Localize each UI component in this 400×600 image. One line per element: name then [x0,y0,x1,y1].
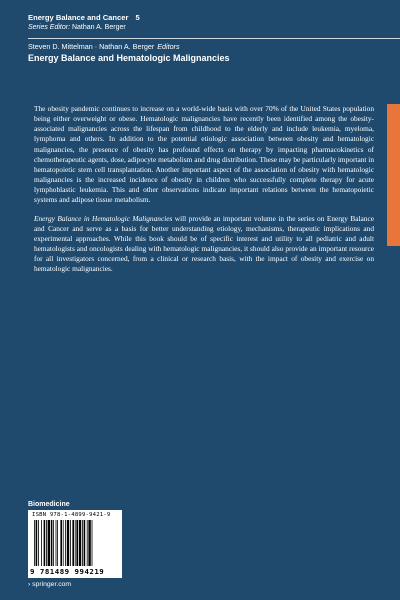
barcode-bar [82,520,83,566]
barcode-bar [65,520,66,566]
barcode-bar [46,520,47,566]
series-editor-line [28,23,368,33]
barcode-bar [38,520,39,566]
series-title: Energy Balance and Cancer [28,13,129,22]
subject-category: Biomedicine [28,501,70,508]
barcode-bar [87,520,88,566]
blurb-paragraph-1: The obesity pandemic continues to increase on a world-wide basis with over 70% of the United States population being either overweight or obese. Hematologic malignancies have recently been identified among the obesity-associated malignancies across the lifespan from childhood to the elderly and include leukemia, myeloma, lymphoma and others. In addition to the potential etiologic association between obesity and hematologic malignancies, the presence of obesity has profound effects on therapy by impacting pharmacokinetics of chemotherapeutic agents, dose, adipocyte metabolism and drug distribution. These may be particularly important in hematopoietic stem cell transplantation. Another important aspect of the association of obesity with hematologic malignancies is the increased incidence of obesity in children who successfully complete therapy for acute lymphoblastic leukemia. This and other observations indicate important relations between the hematopoietic systems and adipose tissue metabolism. [34,104,374,205]
series-volume: 5 [135,13,140,22]
barcode-panel [28,510,122,578]
blurb-paragraph-2-text: will provide an important volume in the series on Energy Balance and Cancer and serve as a basis for better understanding etiology, mechanisms, therapeutic implications and experimental approaches. While this book should be of specific interest and utility to all pediatric and adult hematologists and oncologists dealing with hematologic malignancies, it should also provide an important resource for all investigators concerned, from a clinical or research basis, with the impact of obesity and exercise on hematologic malignancies. [34,213,374,274]
blurb-paragraph-2 [34,214,374,275]
barcode-bar [34,520,35,566]
book-editors: Steven D. Mittelman · Nathan A. Berger [28,42,155,51]
barcode-bar [79,520,81,566]
barcode-number: 9 781489 994219 [30,567,105,576]
barcode-bar [41,520,42,566]
barcode-bar [60,520,62,566]
barcode-bar [44,520,46,566]
blurb [34,104,374,283]
header-divider [28,38,400,39]
barcode-bar [88,520,90,566]
barcode-bar [57,520,58,566]
barcode-bar [36,520,38,566]
barcode-bar [56,520,57,566]
series-editor-label: Series Editor: [28,24,71,31]
barcode-bar [76,520,78,566]
blurb-book-title: Energy Balance in Hematologic Malignancies [34,213,173,223]
barcode-bar [84,520,86,566]
barcode-bar [51,520,53,566]
book-title: Energy Balance and Hematologic Malignancies [28,53,230,63]
barcode-bar [48,520,50,566]
barcode-bar [63,520,64,566]
barcode-bar [70,520,71,566]
series-title-line [28,13,368,23]
barcode-bar [92,520,93,566]
barcode-bar [53,520,54,566]
accent-bar [387,104,400,246]
barcode-bar [75,520,76,566]
book-editors-tag: Editors [157,42,180,51]
isbn-text: ISBN 978-1-4899-9421-9 [32,512,111,518]
series-header [28,13,368,33]
publisher-link[interactable]: › springer.com [28,581,72,588]
barcode-icon [32,520,118,566]
book-editors-line [28,42,180,52]
barcode-bar [72,520,74,566]
series-editor-name: Nathan A. Berger [71,24,126,31]
barcode-bar [67,520,69,566]
